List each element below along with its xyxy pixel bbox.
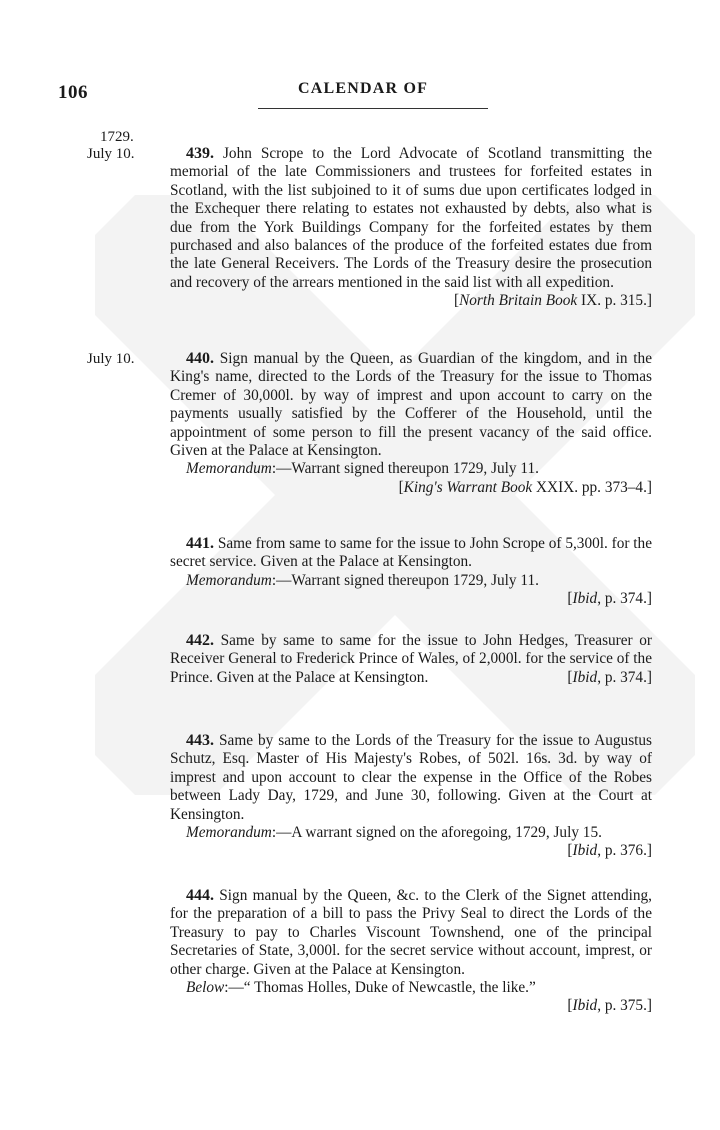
memorandum: Memorandum:—Warrant signed thereupon 1729, July 11. bbox=[186, 571, 539, 589]
margin-date-440: July 10. bbox=[87, 351, 135, 367]
margin-date-439: July 10. bbox=[87, 146, 135, 162]
entry-number: 442. bbox=[186, 632, 214, 649]
entry-text: Same by same to same for the issue to John Hedges, Treasurer or Receiver General to Frederick Prince of Wales, of 2,000l. for the service of the Prince. Given at the Palace at Kensington. bbox=[170, 632, 652, 686]
header-rule bbox=[258, 108, 488, 109]
entry-443 bbox=[170, 732, 652, 861]
entry-text: John Scrope to the Lord Advocate of Scotland transmitting the memorial of the late Commissioners and trustees for forfeited estates in Scotland, with the list subjoined to it of sums due upon certificates lodged in the Exchequer there relating to estates not exhausted by debts, also what is due from the York Buildings Company for the forfeited estates by them purchased and also balances of the produce of the forfeited estates due from the late General Receivers. The Lords of the Treasury desire the prosecution and recovery of the arrears mentioned in the said list with all expedition. bbox=[170, 145, 652, 291]
memorandum: Memorandum:—Warrant signed thereupon 1729, July 11. bbox=[186, 460, 539, 478]
entry-444 bbox=[170, 887, 652, 1016]
entry-text: Same by same to the Lords of the Treasury for the issue to Augustus Schutz, Esq. Master of His Majesty's Robes, of 502l. 16s. 3d. by way of imprest and upon account to clear the expense in the Office of the Robes between Lady Day, 1729, and June 30, following. Given at the Court at Kensington. bbox=[170, 732, 652, 823]
source-reference: [Ibid, p. 374.] bbox=[567, 590, 652, 608]
page-number: 106 bbox=[58, 82, 88, 103]
entry-number: 441. bbox=[186, 535, 214, 552]
entry-number: 440. bbox=[186, 350, 214, 367]
source-reference: [Ibid, p. 374.] bbox=[567, 668, 652, 686]
running-title: CALENDAR OF bbox=[298, 80, 429, 97]
entry-439 bbox=[170, 145, 652, 311]
entry-number: 443. bbox=[186, 732, 214, 749]
source-reference: [Ibid, p. 375.] bbox=[567, 997, 652, 1015]
source-reference: [North Britain Book IX. p. 315.] bbox=[453, 292, 652, 310]
entry-text: Sign manual by the Queen, &c. to the Clerk of the Signet attending, for the preparation of a bill to pass the Privy Seal to direct the Lords of the Treasury to pay to Charles Viscount Townshend, one of the principal Secretaries of State, 3,000l. for the secret service without account, imprest, or other charge. Given at the Palace at Kensington. bbox=[170, 887, 652, 978]
margin-year: 1729. bbox=[100, 129, 134, 145]
memorandum: Memorandum:—A warrant signed on the aforegoing, 1729, July 15. [Ibid, p. 376.] bbox=[186, 824, 652, 860]
entry-number: 444. bbox=[186, 887, 214, 904]
entry-number: 439. bbox=[186, 145, 214, 162]
source-reference: [King's Warrant Book XXIX. pp. 373–4.] bbox=[398, 478, 652, 496]
entry-440 bbox=[170, 350, 652, 497]
entry-441 bbox=[170, 535, 652, 609]
below-note: Below:—“ Thomas Holles, Duke of Newcastle, the like.” bbox=[186, 979, 536, 997]
entry-442 bbox=[170, 632, 652, 687]
entry-text: Sign manual by the Queen, as Guardian of the kingdom, and in the King's name, directed to the Lords of the Treasury for the issue to Thomas Cremer of 30,000l. by way of imprest and upon account to carry on the payments usually satisfied by the Cofferer of the Household, until the appointment of some person to fill the present vacancy of the said office. Given at the Palace at Kensington. bbox=[170, 350, 652, 460]
entry-text: Same from same to same for the issue to John Scrope of 5,300l. for the secret service. Given at the Palace at Kensington. bbox=[170, 535, 652, 571]
source-reference: [Ibid, p. 376.] bbox=[567, 842, 652, 860]
